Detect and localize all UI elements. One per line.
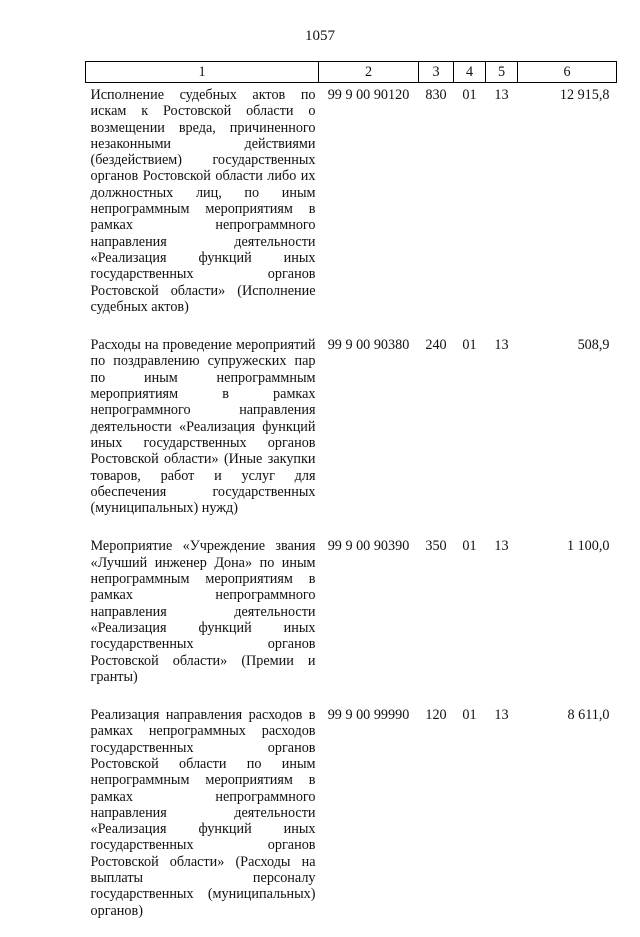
- row-code: 99 9 00 90390: [327, 538, 410, 555]
- header-row: [86, 62, 617, 83]
- row-description: Мероприятие «Учреждение звания «Лучший инженер Дона» по иным непрограммным мероприятиям в рамках непрограммного направления деятельности «Реализация функций иных государственных органов Ростовской области» (Премии и гранты): [90, 538, 316, 685]
- table-row: [86, 333, 617, 534]
- row-col5: 13: [494, 707, 509, 724]
- row-amount: 508,9: [577, 337, 610, 354]
- row-col5: 13: [494, 337, 509, 354]
- row-col3: 830: [425, 87, 447, 103]
- row-code: 99 9 00 90380: [327, 337, 410, 354]
- row-col5: 13: [494, 538, 509, 555]
- row-description: Реализация направления расходов в рамках непрограммных расходов государственных органов Ростовской области по иным непрограммным мероприятиям в рамках непрограммного направления деятельности «Реализация функций иных государственных органов Ростовской области» (Расходы на выплаты персоналу государственных (муниципальных) органов): [90, 707, 316, 919]
- header-cell-5: 5: [486, 62, 518, 83]
- row-col4: 01: [462, 707, 477, 724]
- table-row: [86, 534, 617, 703]
- header-cell-4: 4: [454, 62, 486, 83]
- header-cell-1: 1: [86, 62, 319, 83]
- header-cell-3: 3: [419, 62, 454, 83]
- row-col3: 350: [425, 538, 447, 555]
- row-description: Расходы на проведение мероприятий по поздравлению супружеских пар по иным непрограммным мероприятиям в рамках непрограммного направления деятельности «Реализация функций иных государственных органов Ростовской области» (Иные закупки товаров, работ и услуг для обеспечения государственных (муниципальных) нужд): [90, 337, 316, 517]
- row-col5: 13: [494, 87, 509, 103]
- row-col3: 240: [425, 337, 447, 354]
- row-col4: 01: [462, 87, 477, 103]
- page-number: 1057: [305, 28, 335, 44]
- row-description: Исполнение судебных актов по искам к Ростовской области о возмещении вреда, причиненного незаконными действиями (бездействием) государственных органов Ростовской области либо их должностных лиц, по иным непрограммным мероприятиям в рамках непрограммного направления деятельности «Реализация функций иных государственных органов Ростовской области» (Исполнение судебных актов): [90, 87, 316, 315]
- table-row: [86, 703, 617, 937]
- header-cell-2: 2: [319, 62, 419, 83]
- row-col4: 01: [462, 337, 477, 354]
- row-amount: 12 915,8: [559, 87, 610, 103]
- row-col4: 01: [462, 538, 477, 555]
- row-code: 99 9 00 90120: [327, 87, 410, 103]
- budget-table: [85, 61, 617, 937]
- table-row: [86, 83, 617, 334]
- row-code: 99 9 00 99990: [327, 707, 410, 724]
- row-amount: 1 100,0: [566, 538, 610, 555]
- row-amount: 8 611,0: [567, 707, 610, 724]
- header-cell-6: 6: [518, 62, 617, 83]
- row-col3: 120: [425, 707, 447, 724]
